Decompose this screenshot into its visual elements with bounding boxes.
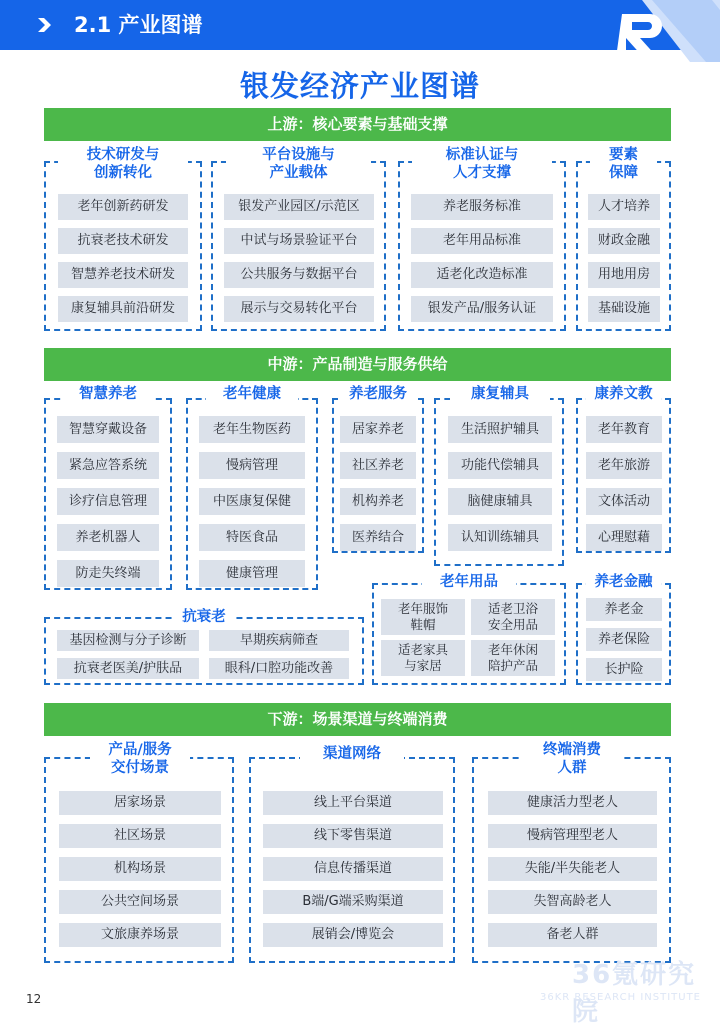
item-chip: 公共服务与数据平台 — [224, 262, 374, 288]
group-title — [300, 745, 404, 763]
item-chip: 老年教育 — [586, 416, 662, 443]
item-chip: 信息传播渠道 — [263, 857, 443, 881]
item-chip: 认知训练辅具 — [448, 524, 552, 551]
item-chip: 中试与场景验证平台 — [224, 228, 374, 254]
item-chip: 银发产业园区/示范区 — [224, 194, 374, 220]
item-chip: 老年用品标准 — [411, 228, 553, 254]
group-title — [586, 385, 661, 403]
group-title-line: 创新转化 — [94, 165, 152, 181]
item-chip: 智慧养老技术研发 — [58, 262, 188, 288]
item-chip: 用地用房 — [588, 262, 660, 288]
item-chip: 长护险 — [586, 658, 662, 681]
item-chip: 居家场景 — [59, 791, 221, 815]
group-title — [206, 385, 298, 403]
item-chip: 展销会/博览会 — [263, 923, 443, 947]
item-chip: 慢病管理型老人 — [488, 824, 657, 848]
item-chip: 基础设施 — [588, 296, 660, 322]
item-chip: 养老保险 — [586, 628, 662, 651]
item-chip: 生活照护辅具 — [448, 416, 552, 443]
item-chip: 机构场景 — [59, 857, 221, 881]
item-chip: 适老家具 与家居 — [381, 640, 465, 676]
group-title — [58, 146, 188, 182]
item-chip: 抗衰老技术研发 — [58, 228, 188, 254]
group-title-line: 标准认证与 — [445, 147, 519, 163]
item-chip: 居家养老 — [340, 416, 416, 443]
group-title — [520, 741, 624, 777]
item-chip: 中医康复保健 — [199, 488, 305, 515]
watermark: 36氪研究院 — [572, 960, 697, 1027]
group-title-line: 抗衰老 — [182, 609, 226, 625]
page-number: 12 — [26, 992, 42, 1006]
group-title-line: 老年用品 — [440, 574, 498, 590]
item-chip: 特医食品 — [199, 524, 305, 551]
item-chip: 展示与交易转化平台 — [224, 296, 374, 322]
page-title: 银发经济产业图谱 — [239, 69, 480, 103]
group-title — [62, 385, 154, 403]
item-chip: 老年旅游 — [586, 452, 662, 479]
item-chip: 早期疾病筛查 — [209, 630, 349, 651]
item-chip: 功能代偿辅具 — [448, 452, 552, 479]
group-title — [586, 573, 661, 591]
item-chip: 线上平台渠道 — [263, 791, 443, 815]
item-chip: 财政金融 — [588, 228, 660, 254]
group-title-line: 产业载体 — [269, 165, 328, 181]
group-title-line: 养老金融 — [594, 574, 653, 590]
item-chip: 文体活动 — [586, 488, 662, 515]
item-chip: 失能/半失能老人 — [488, 857, 657, 881]
group-title — [226, 146, 371, 182]
item-chip: 适老化改造标准 — [411, 262, 553, 288]
item-chip: 老年休闲 陪护产品 — [471, 640, 555, 676]
group-title-line: 老年健康 — [223, 386, 281, 402]
group-title-line: 人才支撑 — [453, 165, 511, 181]
item-chip: 备老人群 — [488, 923, 657, 947]
group-title-line: 养老服务 — [349, 386, 407, 402]
group-title-line: 要素 — [609, 147, 638, 163]
item-chip: 养老金 — [586, 598, 662, 621]
chevron-right-icon — [38, 15, 60, 35]
item-chip: 脑健康辅具 — [448, 488, 552, 515]
item-chip: 失智高龄老人 — [488, 890, 657, 914]
item-chip: 社区养老 — [340, 452, 416, 479]
item-chip: 紧急应答系统 — [57, 452, 159, 479]
item-chip: 诊疗信息管理 — [57, 488, 159, 515]
item-chip: 社区场景 — [59, 824, 221, 848]
group-title-line: 智慧养老 — [79, 386, 137, 402]
watermark-subtitle: 36KR RESEARCH INSTITUTE — [540, 992, 702, 1003]
group-title — [338, 385, 418, 403]
item-chip: 银发产品/服务认证 — [411, 296, 553, 322]
group-title — [422, 573, 516, 591]
group-title-line: 技术研发与 — [86, 147, 160, 163]
group-title — [172, 608, 236, 626]
item-chip: 养老机器人 — [57, 524, 159, 551]
group-title-line: 保障 — [609, 165, 638, 181]
item-chip: 康复辅具前沿研发 — [58, 296, 188, 322]
group-title-line: 产品/服务 — [108, 742, 172, 758]
group-title-line: 平台设施与 — [262, 147, 335, 163]
item-chip: 适老卫浴 安全用品 — [471, 599, 555, 635]
item-chip: 老年生物医药 — [199, 416, 305, 443]
item-chip: 心理慰藉 — [586, 524, 662, 551]
group-title-line: 渠道网络 — [323, 746, 381, 762]
group-title — [412, 146, 552, 182]
item-chip: 人才培养 — [588, 194, 660, 220]
item-chip: 医养结合 — [340, 524, 416, 551]
item-chip: 智慧穿戴设备 — [57, 416, 159, 443]
upstream-band: 上游：核心要素与基础支撑 — [44, 108, 671, 141]
item-chip: 抗衰老医美/护肤品 — [57, 658, 199, 679]
item-chip: B端/G端采购渠道 — [263, 890, 443, 914]
brand-logo — [612, 0, 720, 62]
group-title-line: 康养文教 — [594, 386, 653, 402]
group-title — [590, 146, 657, 182]
downstream-band: 下游：场景渠道与终端消费 — [44, 703, 671, 736]
group-title — [450, 385, 550, 403]
midstream-band: 中游：产品制造与服务供给 — [44, 348, 671, 381]
item-chip: 养老服务标准 — [411, 194, 553, 220]
item-chip: 基因检测与分子诊断 — [57, 630, 199, 651]
item-chip: 老年创新药研发 — [58, 194, 188, 220]
group-title-line: 终端消费 — [543, 742, 601, 758]
item-chip: 线下零售渠道 — [263, 824, 443, 848]
item-chip: 健康管理 — [199, 560, 305, 587]
group-title-line: 人群 — [557, 760, 587, 776]
item-chip: 机构养老 — [340, 488, 416, 515]
group-title-line: 康复辅具 — [471, 386, 529, 402]
item-chip: 公共空间场景 — [59, 890, 221, 914]
item-chip: 老年服饰 鞋帽 — [381, 599, 465, 635]
item-chip: 眼科/口腔功能改善 — [209, 658, 349, 679]
group-title-line: 交付场景 — [111, 760, 169, 776]
item-chip: 慢病管理 — [199, 452, 305, 479]
section-title: 2.1 产业图谱 — [74, 13, 203, 37]
item-chip: 防走失终端 — [57, 560, 159, 587]
item-chip: 文旅康养场景 — [59, 923, 221, 947]
group-title — [90, 741, 190, 777]
item-chip: 健康活力型老人 — [488, 791, 657, 815]
